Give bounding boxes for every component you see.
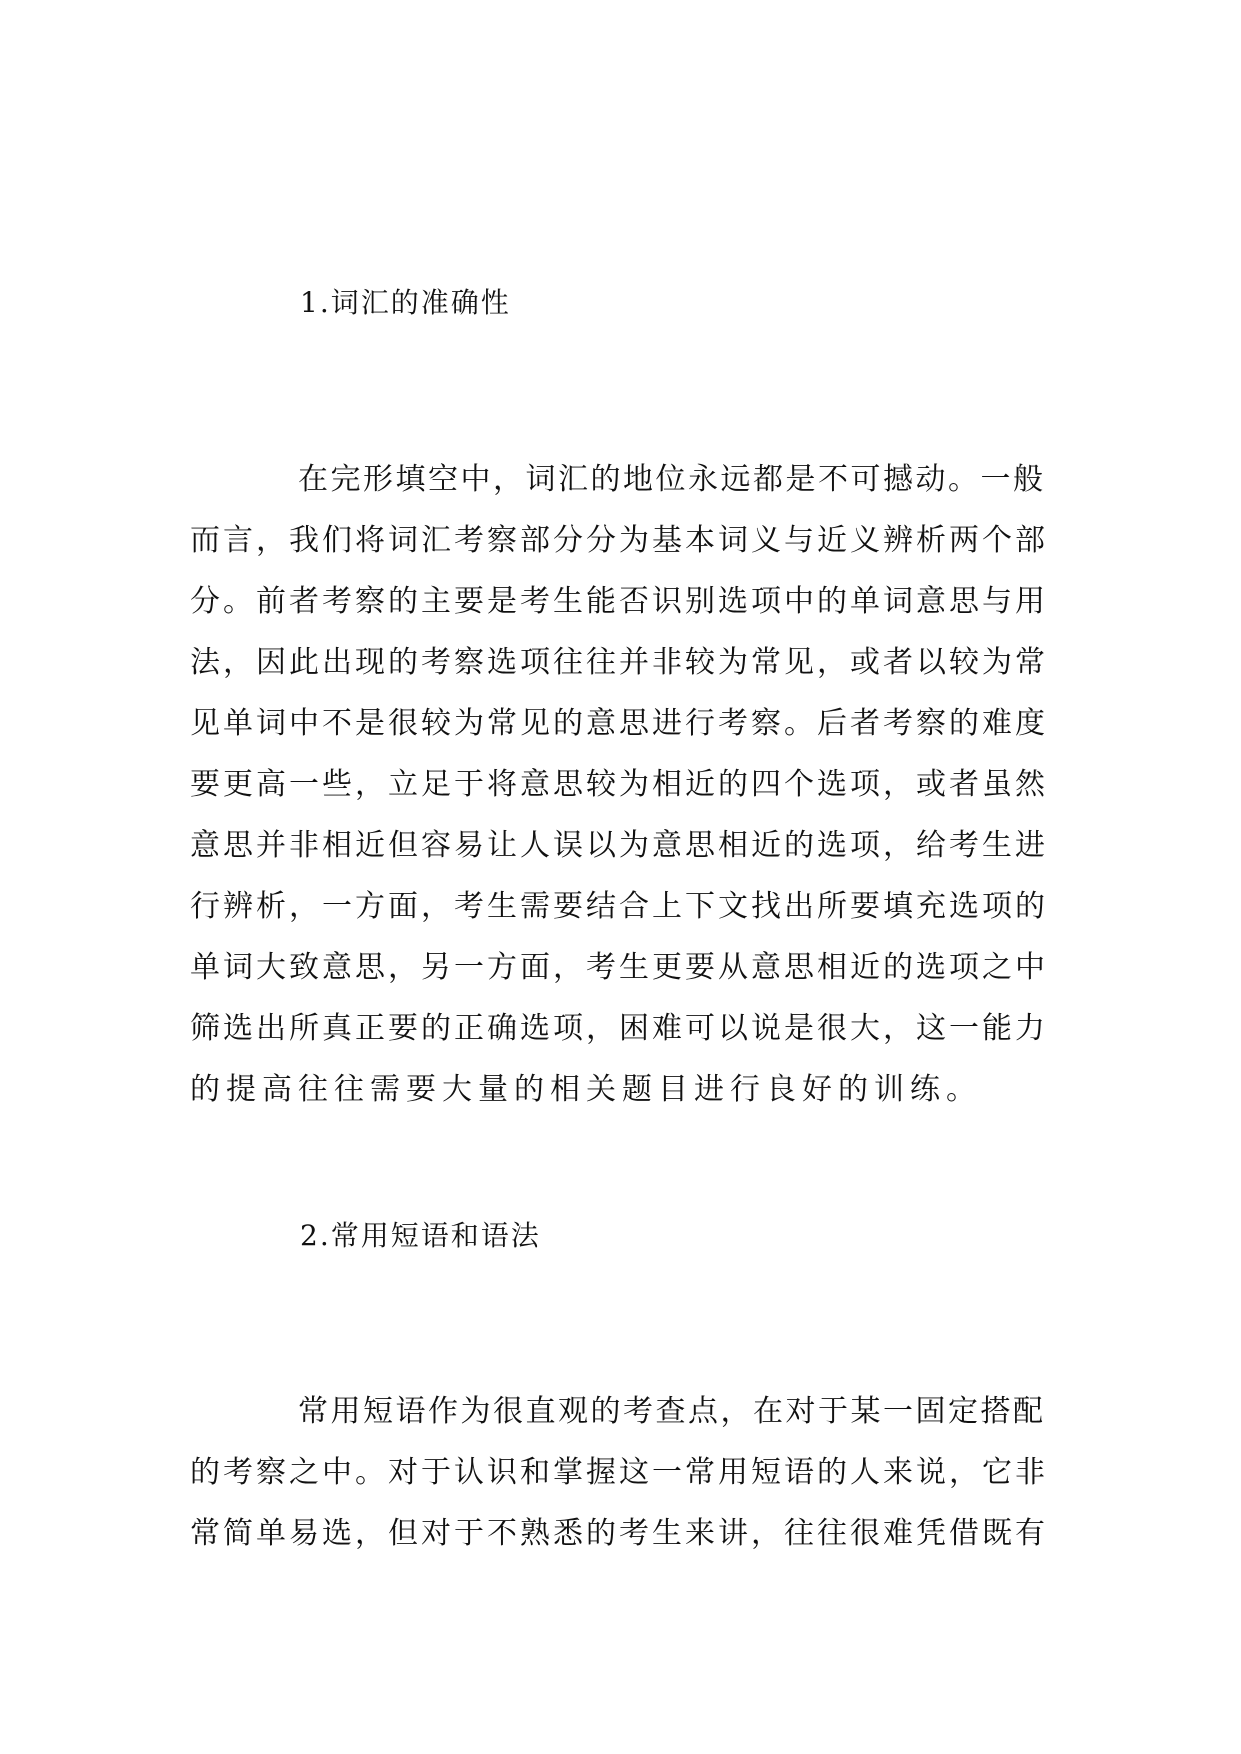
section-heading-phrases-grammar: 2.常用短语和语法 (300, 1219, 541, 1252)
paragraph-vocabulary (190, 449, 1052, 1120)
paragraph-line: 见单词中不是很较为常见的意思进行考察。后者考察的难度 (190, 706, 1048, 741)
section-heading-vocabulary: 1.词汇的准确性 (300, 286, 511, 319)
paragraph-line: 的考察之中。对于认识和掌握这一常用短语的人来说，它非 (190, 1455, 1048, 1490)
paragraph-line: 单词大致意思，另一方面，考生更要从意思相近的选项之中 (190, 950, 1048, 985)
paragraph-line: 在完形填空中，词汇的地位永远都是不可撼动。一般 (298, 462, 1046, 497)
paragraph-line: 分。前者考察的主要是考生能否识别选项中的单词意思与用 (190, 584, 1048, 619)
paragraph-line: 行辨析，一方面，考生需要结合上下文找出所要填充选项的 (190, 889, 1048, 924)
paragraph-phrases (190, 1381, 1052, 1564)
paragraph-line: 法，因此出现的考察选项往往并非较为常见，或者以较为常 (190, 645, 1048, 680)
paragraph-line: 的提高往往需要大量的相关题目进行良好的训练。 (190, 1072, 982, 1107)
paragraph-line: 常用短语作为很直观的考查点，在对于某一固定搭配 (298, 1394, 1046, 1429)
paragraph-line: 要更高一些，立足于将意思较为相近的四个选项，或者虽然 (190, 767, 1048, 802)
paragraph-line: 意思并非相近但容易让人误以为意思相近的选项，给考生进 (190, 828, 1048, 863)
paragraph-line: 而言，我们将词汇考察部分分为基本词义与近义辨析两个部 (190, 523, 1048, 558)
paragraph-line: 常简单易选，但对于不熟悉的考生来讲，往往很难凭借既有 (190, 1516, 1048, 1551)
paragraph-line: 筛选出所真正要的正确选项，困难可以说是很大，这一能力 (190, 1011, 1048, 1046)
